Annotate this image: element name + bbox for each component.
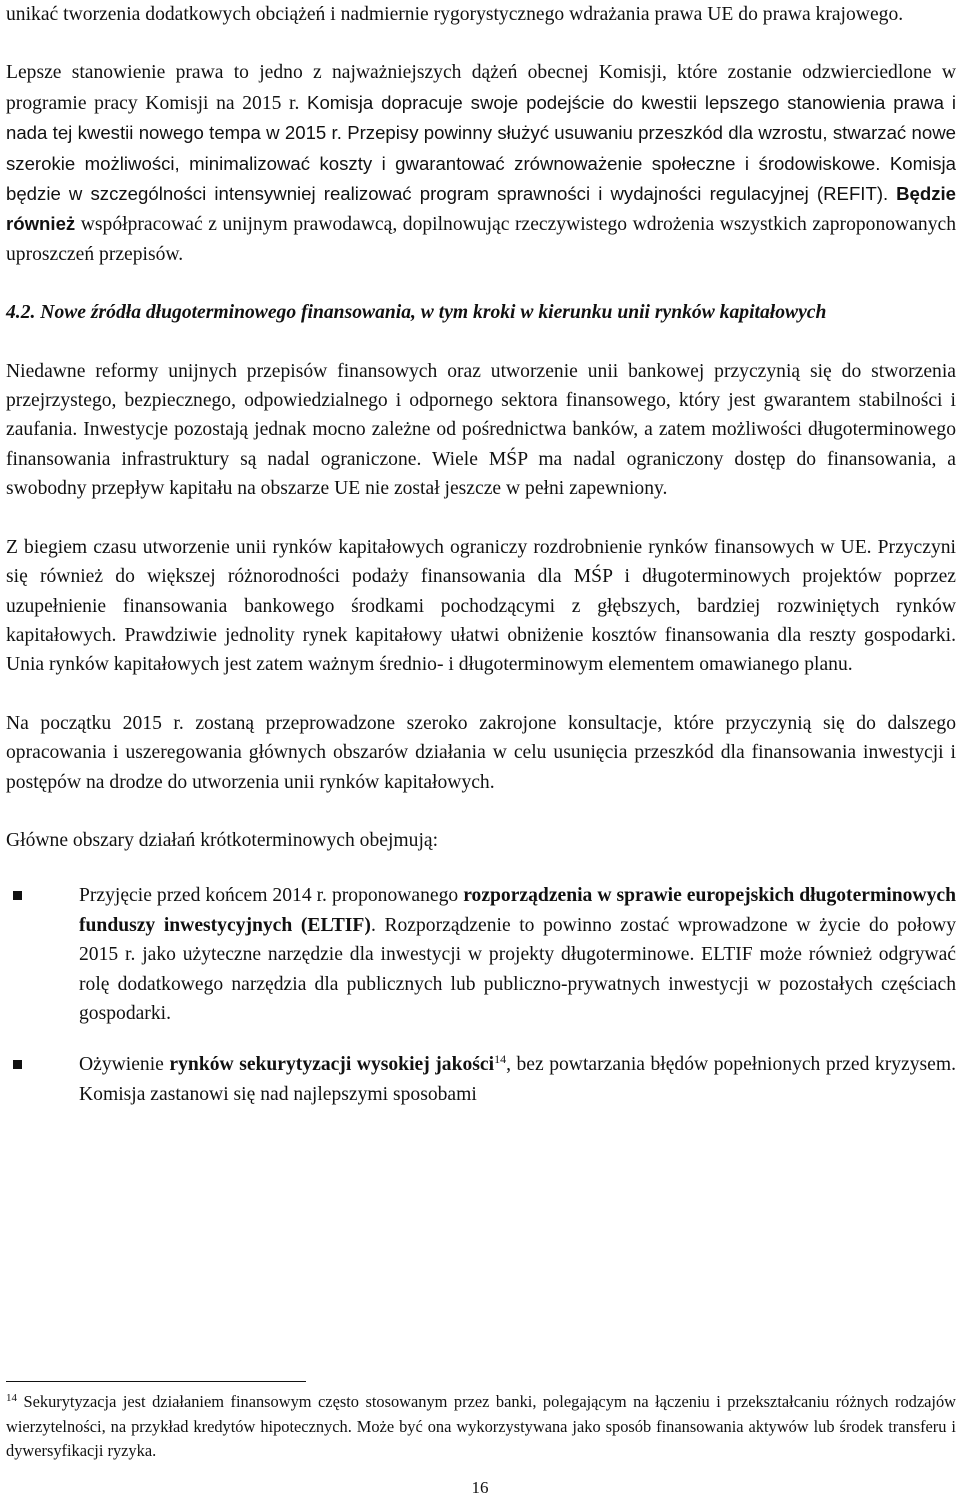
footnote <box>6 1390 956 1464</box>
bullet-list <box>6 881 956 1109</box>
bullet-eltif-pre: Przyjęcie przed końcem 2014 r. proponowanego <box>79 885 459 907</box>
bullet-securitisation-post: , bez powtarzania błędów popełnionych przed kryzysem. Komisja zastanowi się nad najlepszymi sposobami <box>79 1054 957 1105</box>
paragraph-main-areas: Główne obszary działań krótkoterminowych obejmują: <box>6 829 439 851</box>
paragraph-consultations: Na początku 2015 r. zostaną przeprowadzone szeroko zakrojone konsultacje, które przyczynią się do dalszego opracowania i uszeregowania głównych obszarów działania w celu usunięcia przeszkód dla finansowania inwestycji i postępów na drodze do utworzenia unii rynków kapitałowych. <box>6 712 956 793</box>
bullet-eltif-bold: rozporządzenia w sprawie europejskich długoterminowych funduszy inwestycyjnych (ELTIF) <box>79 885 956 936</box>
paragraph-better-regulation-bold: Będzie również <box>6 183 956 235</box>
paragraph-better-regulation <box>6 58 956 269</box>
bullet-securitisation-pre: Ożywienie <box>79 1054 164 1076</box>
footnote-number: 14 <box>6 1392 17 1404</box>
paragraph-capital-markets-union: Z biegiem czasu utworzenie unii rynków kapitałowych ograniczy rozdrobnienie rynków finansowych w UE. Przyczyni się również do większej różnorodności podaży finansowania dla MŚP i długoterminowych projektów poprzez uzupełnienie finansowania bankowego środkami pochodzącymi z głębszych, bardziej rozwiniętych rynków kapitałowych. Prawdziwie jednolity rynek kapitałowy ułatwi obniżenie kosztów finansowania dla reszty gospodarki. Unia rynków kapitałowych jest zatem ważnym średnio- i długoterminowym elementem omawianego planu. <box>6 536 956 676</box>
document-page <box>6 0 956 1109</box>
bullet-securitisation-bold: rynków sekurytyzacji wysokiej jakości <box>169 1054 495 1076</box>
paragraph-better-regulation-sans: Komisja dopracuje swoje podejście do kwestii lepszego stanowienia prawa i nada tej kwestii nowego tempa w 2015 r. Przepisy powinny służyć usuwaniu przeszkód dla wzrostu, stwarzać nowe szerokie możliwości, minimalizować koszty i gwarantować zrównoważenie społeczne i środowiskowe. Komisja będzie w szczególności intensywniej realizować program sprawności i wydajności regulacyjnej (REFIT). <box>6 91 956 205</box>
section-heading: 4.2. Nowe źródła długoterminowego finansowania, w tym kroki w kierunku unii rynków kapitałowych <box>6 302 827 324</box>
square-bullet-icon <box>13 1060 22 1069</box>
paragraph-better-regulation-end: współpracować z unijnym prawodawcą, dopilnowując rzeczywistego wdrożenia wszystkich zaproponowanych uproszczeń przepisów. <box>6 214 956 265</box>
paragraph-intro: unikać tworzenia dodatkowych obciążeń i nadmiernie rygorystycznego wdrażania prawa UE do prawa krajowego. <box>6 4 904 25</box>
footnote-separator <box>6 1381 306 1382</box>
paragraph-financial-reforms: Niedawne reformy unijnych przepisów finansowych oraz utworzenie unii bankowej przyczynią się do stworzenia przejrzystego, bezpiecznego, odpowiedzialnego i odpornego sektora finansowego, który jest gwarantem stabilności i zaufania. Inwestycje pozostają jednak mocno zależne od pośrednictwa banków, a zatem możliwości długoterminowego finansowania infrastruktury są nadal ograniczone. Wiele MŚP ma nadal ograniczony dostęp do finansowania, a swobodny przepływ kapitału na obszarze UE nie został jeszcze w pełni zapewniony. <box>6 360 956 500</box>
paragraph-better-regulation-serif: Lepsze stanowienie prawa to jedno z najważniejszych dążeń obecnej Komisji, które zostanie odzwierciedlone w programie pracy Komisji na 2015 r. <box>6 62 956 114</box>
page-number: 16 <box>471 1478 489 1497</box>
footnote-text: Sekurytyzacja jest działaniem finansowym często stosowanym przez banki, polegającym na łączeniu i przekształcaniu różnych rodzajów wierzytelności, na przykład kredytów hipotecznych. Może być ona wykorzystywana jako sposób finansowania aktywów lub środek transferu i dywersyfikacji ryzyka. <box>6 1392 956 1461</box>
bullet-item-securitisation <box>6 1050 956 1109</box>
bullet-item-eltif <box>6 881 956 1028</box>
footnote-reference[interactable]: 14 <box>494 1052 507 1067</box>
bullet-eltif-post: . Rozporządzenie to powinno zostać wprowadzone w życie do połowy 2015 r. jako użyteczne narzędzie dla inwestycji w projekty długoterminowe. ELTIF może również odgrywać rolę dodatkowego narzędzia dla publicznych lub publiczno-prywatnych inwestycji w pozostałych częściach gospodarki. <box>79 914 956 1024</box>
square-bullet-icon <box>13 891 22 900</box>
